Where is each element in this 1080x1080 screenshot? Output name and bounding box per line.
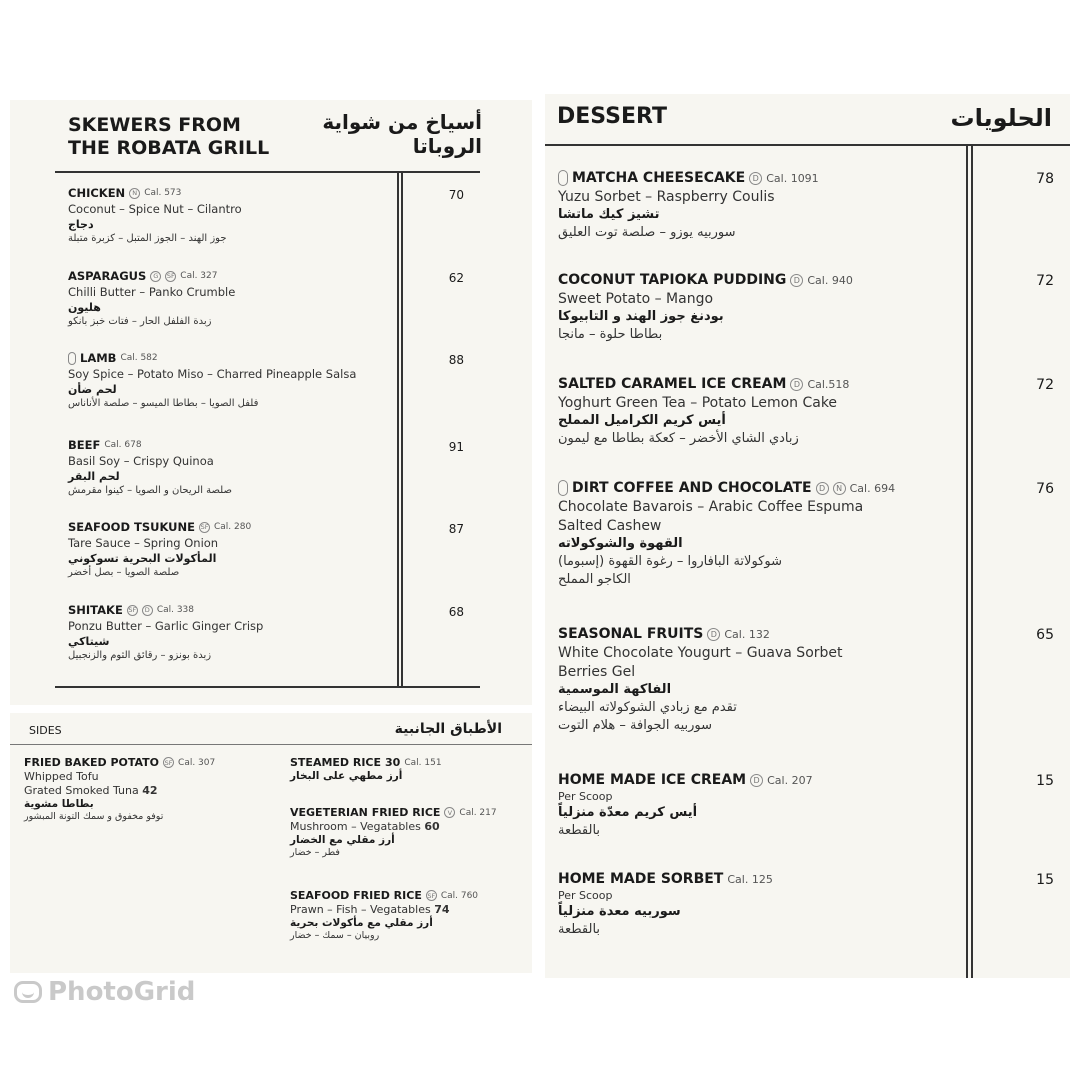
dessert-item-price: 78: [1036, 171, 1054, 187]
sides-rule: [10, 744, 532, 745]
dessert-item-name-row: [558, 772, 813, 788]
side-item-name: STEAMED RICE: [290, 756, 382, 769]
dessert-title-ar: الحلويات: [950, 104, 1052, 132]
sf-badge-icon: SF: [166, 272, 175, 280]
side-item-calories: Cal. 760: [440, 890, 479, 901]
skewer-item-desc: Tare Sauce – Spring Onion: [68, 536, 219, 550]
skewer-item-price: 70: [448, 188, 464, 202]
skewer-item-name-row: [68, 438, 232, 452]
side-item-ar-desc: روبيان – سمك – خضار: [290, 930, 380, 941]
dessert-item-calories: Cal. 940: [807, 273, 853, 287]
side-item-name-row: [290, 756, 442, 769]
skewer-item-calories: Cal. 573: [144, 188, 182, 198]
sf-badge-icon: SF: [164, 758, 173, 767]
skewer-item-beef: [68, 438, 232, 496]
skewer-item-desc: Chilli Butter – Panko Crumble: [68, 285, 236, 299]
skewer-item-ar-name: المأكولات البحرية تسوكوني: [68, 552, 217, 565]
skewers-title-en-line2: THE ROBATA GRILL: [68, 136, 270, 159]
skewer-item-ar-desc: زبدة بونزو – رقائق الثوم والزنجبيل: [68, 650, 212, 661]
n-badge-icon: N: [833, 482, 846, 495]
dessert-item-calories: Cal. 694: [849, 481, 896, 495]
side-item-ar-desc: فطر – خضار: [290, 847, 340, 858]
dessert-item-ar-name: أيس كريم الكراميل المملح: [558, 413, 726, 428]
skewer-item-name: CHICKEN: [68, 186, 126, 200]
side-item-desc: [290, 903, 478, 916]
dessert-item-name: HOME MADE ICE CREAM: [558, 772, 747, 788]
skewer-item-calories: Cal. 327: [180, 271, 218, 281]
d-badge-icon: D: [790, 378, 803, 391]
skewer-item-name: BEEF: [68, 438, 101, 452]
skewer-item-name-row: [68, 351, 356, 365]
sides-panel: [10, 713, 532, 973]
dessert-item-per-scoop: Per Scoop: [558, 790, 613, 803]
dessert-item-calories: Cal. 1091: [766, 171, 819, 185]
dessert-item-name: SALTED CARAMEL ICE CREAM: [558, 376, 787, 392]
dessert-item-price: 15: [1036, 872, 1054, 888]
skewer-item-desc: Coconut – Spice Nut – Cilantro: [68, 202, 242, 216]
skewer-item-ar-desc: فلفل الصويا – بطاطا الميسو – صلصة الأناناس: [68, 398, 259, 409]
d-badge-icon: D: [707, 628, 720, 641]
dessert-divider-left: [966, 144, 968, 978]
side-item-ar-name: أرز مقلي مع الخضار: [290, 834, 395, 846]
side-item-fried-baked-potato: [24, 756, 215, 822]
photogrid-watermark: [14, 977, 195, 1007]
side-item-price: 30: [385, 756, 401, 769]
skewer-item-name: SEAFOOD TSUKUNE: [68, 520, 195, 534]
skewer-item-price: 91: [448, 440, 464, 454]
g-badge-icon: G: [150, 271, 161, 282]
skewer-item-desc: Basil Soy – Crispy Quinoa: [68, 454, 214, 468]
photogrid-logo-icon: [14, 981, 42, 1003]
dessert-item-ar-name: تشيز كيك ماتشا: [558, 207, 660, 222]
dessert-item-seasonal-fruits: [558, 626, 843, 733]
side-item-calories: Cal. 307: [178, 757, 216, 768]
side-item-desc-text: Mushroom – Vegatables: [290, 820, 421, 833]
side-item-desc-line2: [24, 784, 215, 797]
skewer-item-ar-desc: صلصة الصويا – بصل أخضر: [68, 567, 180, 578]
dessert-item-name: DIRT COFFEE AND CHOCOLATE: [572, 480, 812, 496]
skewer-item-name-row: [68, 186, 242, 200]
dessert-item-name-row: [558, 272, 853, 288]
skewer-item-ar-desc: زبدة الفلفل الحار – فتات خبز بانكو: [68, 316, 212, 327]
skewer-item-calories: Cal. 678: [104, 440, 142, 450]
d-badge-icon: D: [750, 774, 763, 787]
dessert-item-desc: Sweet Potato – Mango: [558, 291, 714, 307]
sf-badge-icon: SF: [200, 523, 209, 531]
dessert-item-ar-desc: سوربيه الجوافة – هلام التوت: [558, 718, 713, 733]
dessert-item-name-row: [558, 480, 895, 496]
dessert-item-salted-caramel-ice-cream: [558, 376, 849, 446]
dessert-item-ar-desc: بالقطعة: [558, 823, 601, 838]
dessert-item-dirt-coffee-and-chocolate: [558, 480, 895, 587]
side-item-name-row: [290, 889, 478, 902]
side-item-desc-text: Prawn – Fish – Vegatables: [290, 903, 431, 916]
d-badge-icon: D: [749, 172, 762, 185]
skewer-item-ar-desc: جوز الهند – الجوز المتبل – كزبرة متبلة: [68, 233, 227, 244]
dessert-item-ar-name: الفاكهة الموسمية: [558, 682, 672, 697]
side-item-name: VEGETERIAN FRIED RICE: [290, 806, 441, 819]
skewer-item-shitake: [68, 603, 263, 661]
dessert-item-desc: Yuzu Sorbet – Raspberry Coulis: [558, 189, 775, 205]
skewer-item-ar-name: دجاج: [68, 218, 94, 231]
dessert-item-ar-name: بودنغ جوز الهند و التابيوكا: [558, 309, 724, 324]
dessert-item-desc: Salted Cashew: [558, 518, 662, 534]
dessert-item-ar-name: سوربيه معدة منزلياً: [558, 904, 681, 919]
dessert-item-name: MATCHA CHEESECAKE: [572, 170, 746, 186]
dessert-item-ar-desc: شوكولاتة البافاروا – رغوة القهوة (إسبوما): [558, 554, 782, 569]
skewer-item-seafood-tsukune: [68, 520, 251, 578]
dessert-item-name: HOME MADE SORBET: [558, 871, 724, 887]
spicy-pill-icon: [558, 480, 568, 496]
side-item-desc-line2-text: Grated Smoked Tuna: [24, 784, 139, 797]
side-item-name: SEAFOOD FRIED RICE: [290, 889, 422, 902]
skewer-item-name-row: [68, 269, 235, 283]
skewer-item-price: 88: [448, 353, 464, 367]
skewer-item-asparagus: [68, 269, 235, 327]
watermark-text: PhotoGrid: [48, 977, 196, 1007]
side-item-ar-name: بطاطا مشوية: [24, 798, 94, 810]
dessert-item-price: 15: [1036, 773, 1054, 789]
sf-badge-icon: SF: [427, 891, 436, 900]
sides-title-en: SIDES: [29, 724, 62, 737]
dessert-item-ar-desc: تقدم مع زبادي الشوكولاته البيضاء: [558, 700, 737, 715]
dessert-panel: [545, 94, 1070, 978]
v-badge-icon: V: [444, 807, 455, 818]
dessert-item-coconut-tapioka-pudding: [558, 272, 853, 342]
skewers-bottom-rule: [55, 686, 480, 688]
dessert-item-calories: Cal. 125: [727, 872, 773, 886]
skewer-item-calories: Cal. 338: [156, 605, 195, 615]
skewers-title-en-line1: SKEWERS FROM: [68, 114, 241, 136]
dessert-top-rule: [545, 144, 1070, 146]
skewer-item-calories: Cal. 280: [214, 522, 252, 532]
skewers-title-ar: [282, 110, 482, 158]
dessert-item-ar-name: القهوة والشوكولاته: [558, 536, 683, 551]
dessert-item-price: 65: [1036, 627, 1054, 643]
dessert-item-ar-name: أيس كريم معدّة منزلياً: [558, 805, 698, 820]
skewers-title-ar-line1: أسياخ من شواية: [322, 110, 482, 134]
n-badge-icon: N: [129, 188, 140, 199]
side-item-desc-line1: Whipped Tofu: [24, 770, 99, 783]
skewers-divider-right: [401, 171, 403, 687]
dessert-item-price: 72: [1036, 377, 1054, 393]
dessert-item-ar-desc: زبادي الشاي الأخضر – كعكة بطاطا مع ليمون: [558, 431, 799, 446]
skewer-item-ar-desc: صلصة الريحان و الصويا – كينوا مقرمش: [68, 485, 232, 496]
skewer-item-name: SHITAKE: [68, 603, 123, 617]
dessert-item-matcha-cheesecake: [558, 170, 819, 240]
skewer-item-ar-name: شيتاكي: [68, 635, 110, 648]
d-badge-icon: D: [816, 482, 829, 495]
skewer-item-price: 87: [448, 522, 464, 536]
dessert-item-calories: Cal. 207: [767, 773, 813, 787]
skewer-item-name: LAMB: [80, 351, 117, 365]
dessert-item-desc: Berries Gel: [558, 664, 636, 680]
skewers-top-rule: [55, 171, 480, 173]
skewer-item-desc: Soy Spice – Potato Miso – Charred Pineapple Salsa: [68, 367, 357, 381]
dessert-item-ar-desc: بطاطا حلوة – مانجا: [558, 327, 663, 342]
side-item-ar-name: أرز مطهي على البخار: [290, 770, 403, 782]
skewer-item-name-row: [68, 520, 251, 534]
dessert-item-name: SEASONAL FRUITS: [558, 626, 704, 642]
skewer-item-chicken: [68, 186, 242, 244]
dessert-item-desc: White Chocolate Yougurt – Guava Sorbet: [558, 645, 843, 661]
dessert-item-desc: Chocolate Bavarois – Arabic Coffee Espuma: [558, 499, 864, 515]
dessert-title-en: DESSERT: [557, 104, 667, 129]
dessert-item-name: COCONUT TAPIOKA PUDDING: [558, 272, 787, 288]
sides-title-ar: الأطباق الجانبية: [394, 721, 502, 737]
dessert-item-name-row: [558, 170, 819, 186]
dessert-item-home-made-ice-cream: [558, 772, 813, 838]
spicy-pill-icon: [68, 352, 76, 365]
side-item-calories: Cal. 151: [404, 757, 442, 768]
skewer-item-desc: Ponzu Butter – Garlic Ginger Crisp: [68, 619, 264, 633]
spicy-pill-icon: [558, 170, 568, 186]
skewer-item-lamb: [68, 351, 356, 409]
side-item-price: 60: [424, 820, 440, 833]
side-item-vegeterian-fried-rice: [290, 806, 497, 858]
side-item-name: FRIED BAKED POTATO: [24, 756, 160, 769]
d-badge-icon: D: [790, 274, 803, 287]
dessert-divider-right: [971, 144, 973, 978]
skewer-item-price: 62: [448, 271, 464, 285]
side-item-price: 74: [434, 903, 450, 916]
dessert-item-price: 76: [1036, 481, 1054, 497]
side-item-desc: [290, 820, 497, 833]
side-item-calories: Cal. 217: [459, 807, 497, 818]
side-item-price: 42: [142, 784, 158, 797]
skewers-panel: [10, 100, 532, 705]
dessert-item-name-row: [558, 626, 843, 642]
sf-badge-icon: SF: [128, 606, 137, 614]
side-item-ar-name: أرز مقلي مع مأكولات بحرية: [290, 917, 433, 929]
side-item-steamed-rice: [290, 756, 442, 782]
skewer-item-name-row: [68, 603, 263, 617]
side-item-name-row: [290, 806, 497, 819]
skewers-divider-left: [397, 171, 399, 687]
dessert-item-price: 72: [1036, 273, 1054, 289]
skewer-item-ar-name: لحم ضأن: [68, 383, 117, 396]
d-badge-icon: D: [142, 605, 153, 616]
dessert-item-name-row: [558, 376, 849, 392]
skewer-item-ar-name: هليون: [68, 301, 101, 314]
skewers-title-ar-line2: الروباتا: [412, 134, 482, 158]
skewer-item-name: ASPARAGUS: [68, 269, 147, 283]
dessert-item-calories: Cal.518: [807, 377, 850, 391]
skewer-item-ar-name: لحم البقر: [68, 470, 120, 483]
dessert-item-ar-desc: بالقطعة: [558, 922, 601, 937]
dessert-item-desc: Yoghurt Green Tea – Potato Lemon Cake: [558, 395, 838, 411]
side-item-seafood-fried-rice: [290, 889, 478, 941]
dessert-item-ar-desc: سوربيه يوزو – صلصة توت العليق: [558, 225, 736, 240]
dessert-item-home-made-sorbet: [558, 871, 773, 937]
dessert-item-name-row: [558, 871, 773, 887]
dessert-item-ar-desc: الكاجو المملح: [558, 572, 631, 587]
skewer-item-calories: Cal. 582: [120, 353, 158, 363]
skewers-title-en: [68, 114, 269, 160]
dessert-item-per-scoop: Per Scoop: [558, 889, 613, 902]
dessert-item-calories: Cal. 132: [724, 627, 770, 641]
side-item-ar-desc: توفو مخفوق و سمك التونة المبشور: [24, 811, 164, 822]
skewer-item-price: 68: [448, 605, 464, 619]
